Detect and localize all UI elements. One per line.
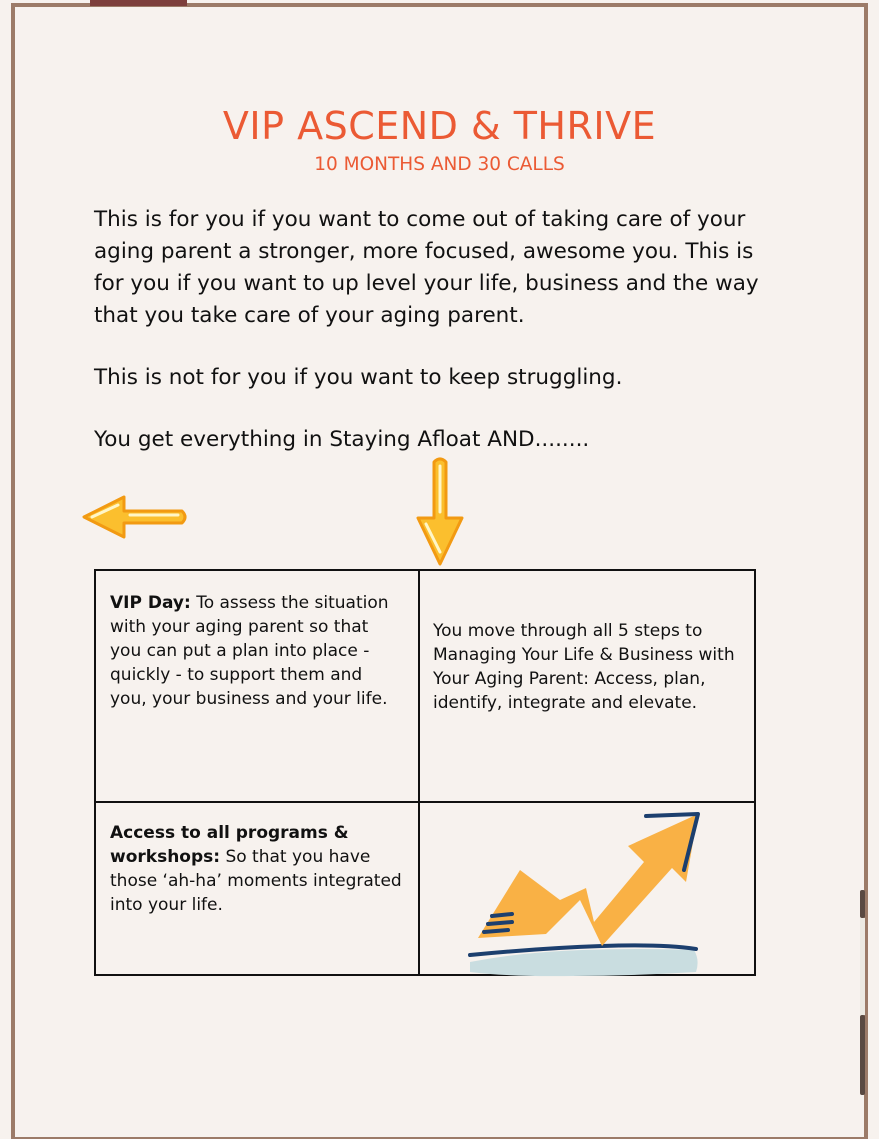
grid-divider-vertical	[418, 571, 420, 974]
grid-divider-horizontal	[96, 801, 754, 803]
page-title: VIP ASCEND & THRIVE	[222, 104, 657, 148]
grid-cell-programs-access	[110, 821, 410, 917]
cell-heading-vip-day: VIP Day:	[110, 593, 191, 613]
grid-cell-five-steps	[433, 619, 743, 715]
cell-body-five-steps: You move through all 5 steps to Managing Your Life & Business with Your Aging Parent: Access, plan, identify, integrate and elevate.	[433, 621, 735, 713]
top-tab	[90, 0, 187, 6]
cell-body-vip-day: To assess the situation with your aging parent so that you can put a plan into place - quickly - to support them and you, your business and your life.	[110, 593, 389, 709]
scrollbar-thumb-upper[interactable]	[860, 890, 865, 918]
scrollbar-thumb-lower[interactable]	[860, 1015, 865, 1095]
grid-cell-vip-day	[110, 591, 400, 711]
scrollbar-track[interactable]	[860, 918, 865, 1015]
intro-paragraph-2: This is not for you if you want to keep struggling.	[94, 365, 623, 390]
intro-paragraph-3: You get everything in Staying Afloat AND........	[94, 427, 590, 452]
page-subtitle: 10 MONTHS AND 30 CALLS	[314, 154, 565, 175]
arrow-down-icon	[400, 456, 480, 572]
intro-paragraph-1: This is for you if you want to come out of taking care of your aging parent a stronger, more focused, awesome you. This is for you if you want to up level your life, business and the way that you take care of your aging parent.	[94, 207, 759, 328]
growth-chart-icon	[462, 810, 712, 980]
arrow-left-icon	[70, 475, 190, 555]
cell-body-programs-access: So that you have those ‘ah-ha’ moments integrated into your life.	[110, 847, 402, 915]
cell-heading-programs-access: Access to all programs & workshops:	[110, 823, 349, 867]
